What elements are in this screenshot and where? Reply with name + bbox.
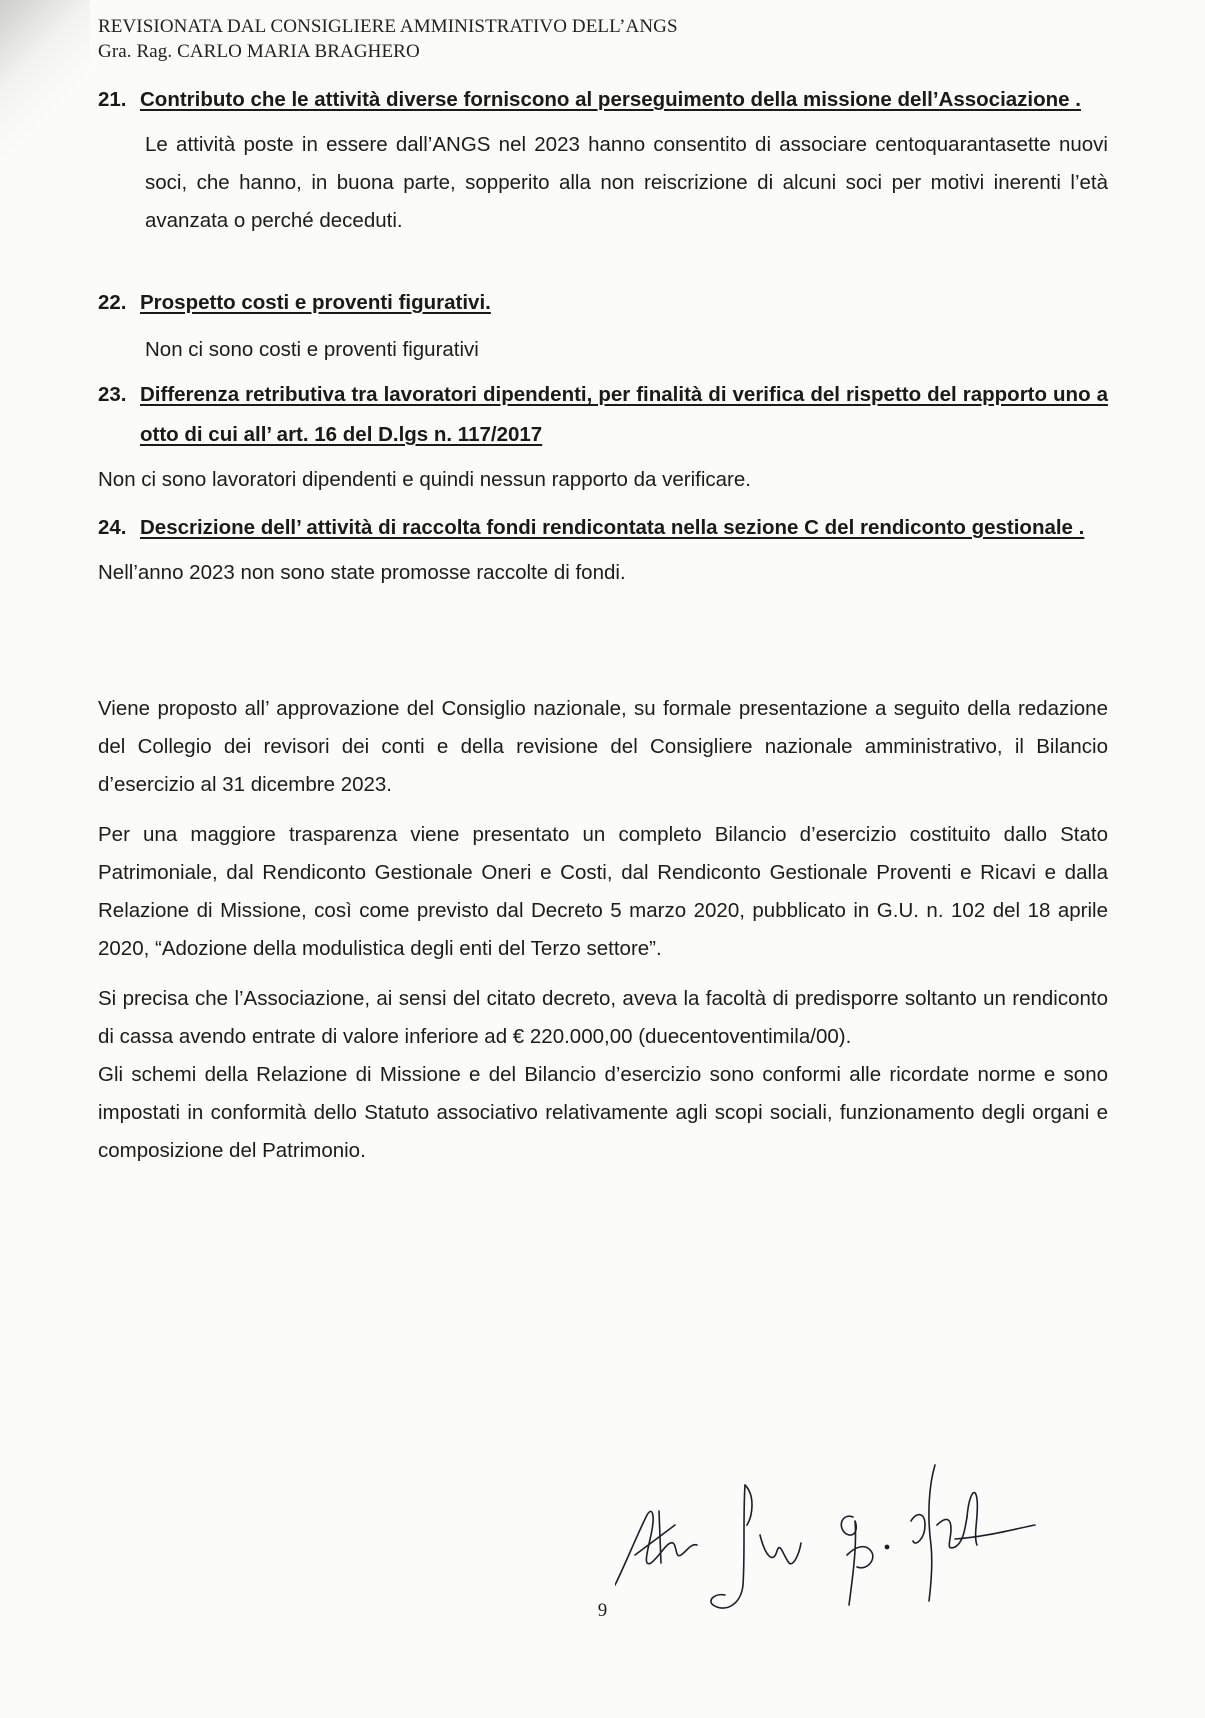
section-22-heading xyxy=(98,283,1108,323)
scan-edge-shadow xyxy=(0,0,90,180)
section-title: Contributo che le attività diverse forniscono al perseguimento della missione dell’Associazione . xyxy=(140,88,1081,111)
closing-text xyxy=(98,690,1108,1170)
section-title: Differenza retributiva tra lavoratori dipendenti, per finalità di verifica del rispetto del rapporto uno a otto di cui all’ art. 16 del D.lgs n. 117/2017 xyxy=(140,383,1108,446)
section-number: 23. xyxy=(98,383,127,406)
section-23 xyxy=(98,375,1108,499)
section-title: Descrizione dell’ attività di raccolta fondi rendicontata nella sezione C del rendiconto gestionale . xyxy=(140,516,1085,539)
closing-paragraph-1: Viene proposto all’ approvazione del Consiglio nazionale, su formale presentazione a seguito della redazione del Collegio dei revisori dei conti e della revisione del Consigliere nazionale amministrativo, il Bilancio d’esercizio al 31 dicembre 2023. xyxy=(98,697,1108,796)
header-line-2: Gra. Rag. CARLO MARIA BRAGHERO xyxy=(98,41,420,62)
section-title: Prospetto costi e proventi figurativi. xyxy=(140,291,491,314)
section-22-text: Non ci sono costi e proventi figurativi xyxy=(145,338,479,361)
header-line-1: REVISIONATA DAL CONSIGLIERE AMMINISTRATIVO DELL’ANGS xyxy=(98,16,678,37)
section-24-heading xyxy=(98,508,1108,548)
section-21 xyxy=(98,80,1108,240)
page-number: 9 xyxy=(597,1600,608,1621)
section-number: 22. xyxy=(98,291,127,314)
section-23-text: Non ci sono lavoratori dipendenti e quindi nessun rapporto da verificare. xyxy=(98,468,751,491)
section-number: 24. xyxy=(98,516,127,539)
closing-paragraph-2: Per una maggiore trasparenza viene presentato un completo Bilancio d’esercizio costituito dallo Stato Patrimoniale, dal Rendiconto Gestionale Oneri e Costi, dal Rendiconto Gestionale Proventi e Ricavi e dalla Relazione di Missione, così come previsto dal Decreto 5 marzo 2020, pubblicato in G.U. n. 102 del 18 aprile 2020, “Adozione della modulistica degli enti del Terzo settore”. xyxy=(98,823,1108,960)
section-21-text: Le attività poste in essere dall’ANGS nel 2023 hanno consentito di associare centoquarantasette nuovi soci, che hanno, in buona parte, sopperito alla non reiscrizione di alcuni soci per motivi inerenti l’età avanzata o perché deceduti. xyxy=(145,133,1108,232)
section-24-text: Nell’anno 2023 non sono state promosse raccolte di fondi. xyxy=(98,561,626,584)
closing-paragraph-3: Si precisa che l’Associazione, ai sensi del citato decreto, aveva la facoltà di predisporre soltanto un rendiconto di cassa avendo entrate di valore inferiore ad € 220.000,00 (duecentoventimila/00). xyxy=(98,987,1108,1048)
page-header xyxy=(98,14,678,64)
section-number: 21. xyxy=(98,88,127,111)
section-21-heading xyxy=(98,80,1108,120)
section-23-heading xyxy=(98,375,1108,455)
section-24 xyxy=(98,508,1108,592)
section-22 xyxy=(98,283,1108,369)
handwritten-signatures xyxy=(615,1455,1135,1615)
closing-paragraph-4: Gli schemi della Relazione di Missione e del Bilancio d’esercizio sono conformi alle ricordate norme e sono impostati in conformità dello Statuto associativo relativamente agli scopi sociali, funzionamento degli organi e composizione del Patrimonio. xyxy=(98,1063,1108,1162)
